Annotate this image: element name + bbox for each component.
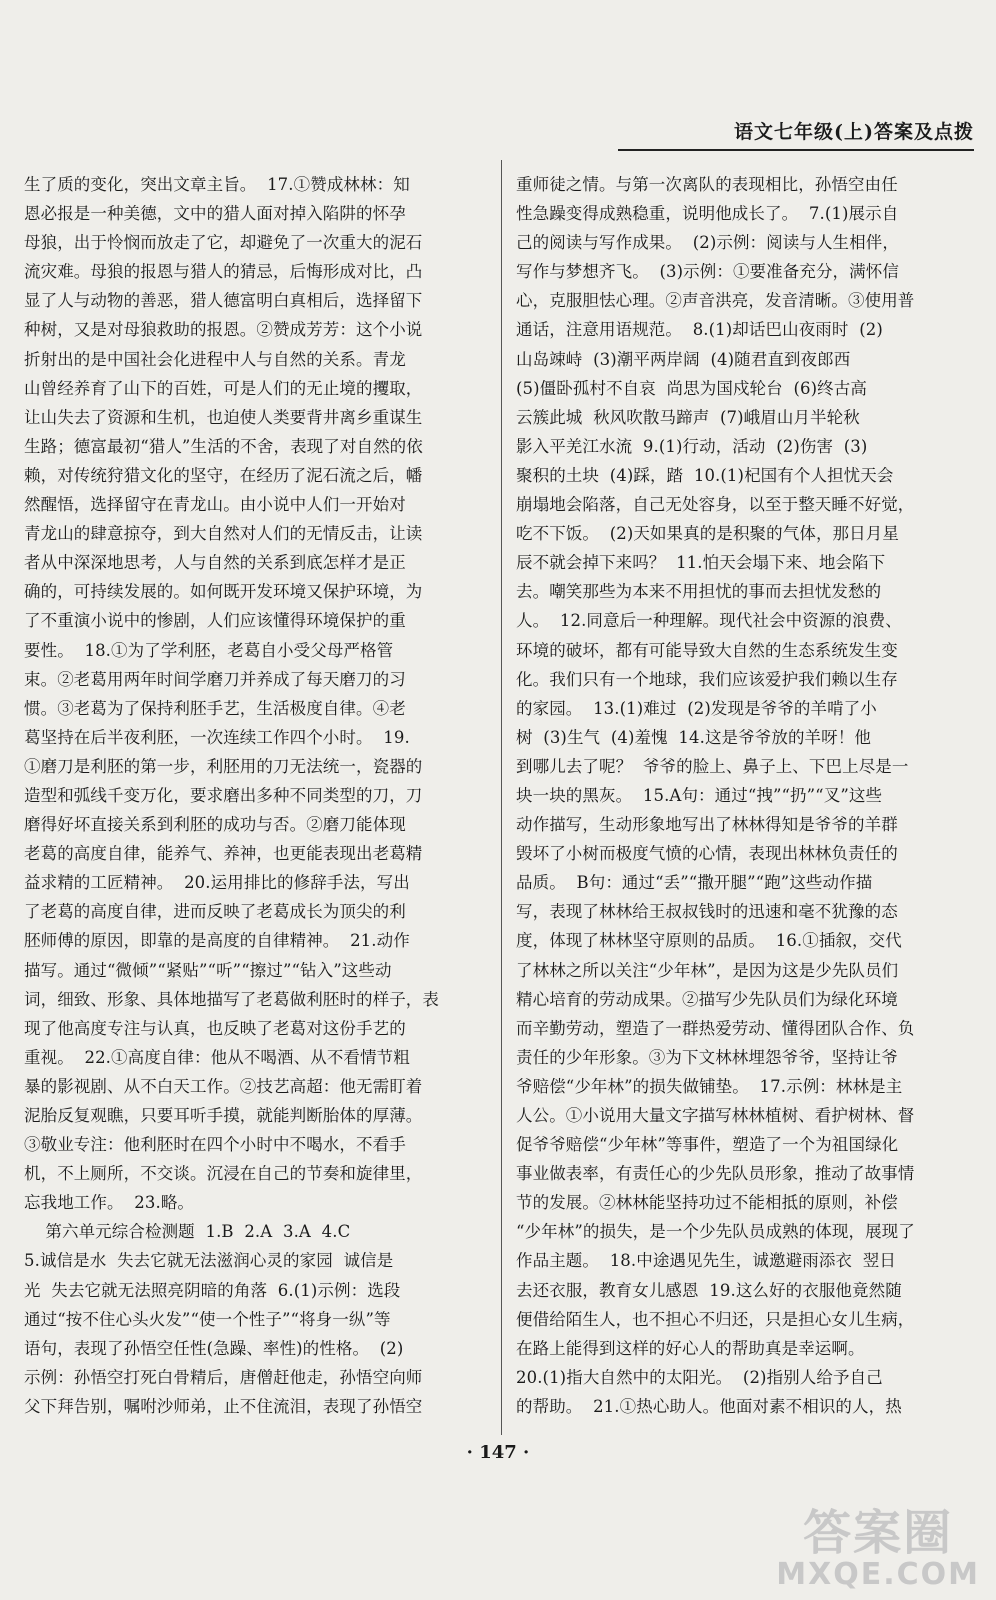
- text-line: 聚积的土块 (4)踩，踏 10.(1)杞国有个人担忧天会: [516, 465, 894, 485]
- text-line: 通过“按不住心头火发”“使一个性子”“将身一纵”等: [24, 1309, 391, 1329]
- text-line: 束。②老葛用两年时间学磨刀并养成了每天磨刀的习: [24, 669, 406, 689]
- text-line: 崩塌地会陷落，自己无处容身，以至于整天睡不好觉，: [516, 495, 915, 515]
- text-line: 机，不上厕所，不交谈。沉浸在自己的节奏和旋律里，: [24, 1164, 423, 1184]
- watermark-logo: [776, 1505, 980, 1592]
- text-line: 老葛的高度自律，能养气、养神，也更能表现出老葛精: [24, 844, 423, 864]
- text-line: (5)僵卧孤村不自哀 尚思为国戍轮台 (6)终古高: [516, 378, 867, 398]
- text-line: 化。我们只有一个地球，我们应该爱护我们赖以生存: [516, 669, 898, 689]
- text-line: 益求精的工匠精神。 20.运用排比的修辞手法，写出: [24, 873, 410, 893]
- text-line: 确的，可持续发展的。如何既开发环境又保护环境，为: [24, 582, 423, 602]
- text-line: 者从中深深地思考，人与自然的关系到底怎样才是正: [24, 553, 406, 573]
- text-line: 的家园。 13.(1)难过 (2)发现是爷爷的羊啃了小: [516, 698, 877, 718]
- text-line: 便借给陌生人，也不担心不归还，只是担心女儿生病，: [516, 1309, 915, 1329]
- text-line: 在路上能得到这样的好心人的帮助真是幸运啊。: [516, 1338, 865, 1358]
- text-line: 青龙山的肆意掠夺，到大自然对人们的无情反击，让读: [24, 524, 423, 544]
- text-line: 词，细致、形象、具体地描写了老葛做利胚时的样子，表: [24, 989, 439, 1009]
- text-line: 性急躁变得成熟稳重，说明他成长了。 7.(1)展示自: [516, 204, 899, 224]
- text-line: 示例：孙悟空打死白骨精后，唐僧赶他走，孙悟空向师: [24, 1367, 423, 1387]
- text-line: 泥胎反复观瞧，只要耳听手摸，就能判断胎体的厚薄。: [24, 1106, 423, 1125]
- text-line: 去还衣服，教育女儿感恩 19.这么好的衣服他竟然随: [516, 1280, 902, 1300]
- text-line: 度，体现了林林坚守原则的品质。 16.①插叙，交代: [516, 931, 902, 951]
- text-line: 毁坏了小树而极度气愤的心情，表现出林林负责任的: [516, 844, 898, 864]
- text-line: 忘我地工作。 23.略。: [24, 1193, 195, 1213]
- text-line: 描写。通过“微倾”“紧贴”“听”“擦过”“钻入”这些动: [24, 960, 392, 980]
- text-line: ③敬业专注：他利胚时在四个小时中不喝水，不看手: [24, 1135, 406, 1155]
- text-line: 块一块的黑灰。 15.A句：通过“拽”“扔”“叉”这些: [516, 785, 883, 805]
- text-line: 胚师傅的原因，即靠的是高度的自律精神。 21.动作: [24, 931, 410, 951]
- text-line: 重师徒之情。与第一次离队的表现相比，孙悟空由任: [516, 175, 898, 194]
- text-line: 恩必报是一种美德，文中的猎人面对掉入陷阱的怀孕: [24, 204, 406, 224]
- watermark-main-text: 答案圈: [803, 1505, 954, 1562]
- text-line: 造型和弧线千变万化，要求磨出多种不同类型的刀，刀: [24, 785, 423, 805]
- text-line: 赖，对传统狩猎文化的坚守，在经历了泥石流之后，幡: [24, 465, 423, 485]
- text-line: 云簇此城 秋风吹散马蹄声 (7)峨眉山月半轮秋: [516, 407, 860, 427]
- column-divider: [501, 160, 502, 1435]
- text-line: 重视。 22.①高度自律：他从不喝酒、从不看情节粗: [24, 1047, 410, 1067]
- text-line: 心，克服胆怯心理。②声音洪亮，发音清晰。③使用普: [516, 291, 915, 311]
- text-line: 流灾难。母狼的报恩与猎人的猜忌，后悔形成对比，凸: [24, 262, 423, 282]
- page-number: · 147 ·: [466, 1442, 530, 1463]
- text-line: 节的发展。②林林能坚持功过不能相抵的原则，补偿: [516, 1193, 898, 1213]
- text-line: 显了人与动物的善恶，猎人德富明白真相后，选择留下: [24, 291, 423, 311]
- text-line: 折射出的是中国社会化进程中人与自然的关系。青龙: [24, 349, 406, 369]
- text-line: 语句，表现了孙悟空任性(急躁、率性)的性格。 (2): [24, 1338, 404, 1358]
- text-line: 然醒悟，选择留守在青龙山。由小说中人们一开始对: [24, 495, 406, 515]
- text-line: 惯。③老葛为了保持利胚手艺，生活极度自律。④老: [24, 698, 406, 718]
- text-line: 5.诚信是水 失去它就无法滋润心灵的家园 诚信是: [24, 1251, 394, 1271]
- text-line: 山岛竦峙 (3)潮平两岸阔 (4)随君直到夜郎西: [516, 349, 851, 369]
- text-line: 到哪儿去了呢？ 爷爷的脸上、鼻子上、下巴上尽是一: [516, 756, 909, 776]
- text-line: 动作描写，生动形象地写出了林林得知是爷爷的羊群: [516, 815, 898, 835]
- text-line: 光 失去它就无法照亮阴暗的角落 6.(1)示例：选段: [24, 1280, 401, 1300]
- text-line: “少年林”的损失，是一个少先队员成熟的体现，展现了: [516, 1222, 915, 1242]
- text-line: 环境的破坏，都有可能导致大自然的生态系统发生变: [516, 640, 898, 660]
- text-line: 人。 12.同意后一种理解。现代社会中资源的浪费、: [516, 611, 902, 631]
- watermark-sub-text: MXQE.COM: [776, 1556, 980, 1592]
- text-line: 人公。①小说用大量文字描写林林植树、看护树林、督: [516, 1106, 915, 1125]
- left-text-column: [24, 170, 490, 1421]
- text-line: 第六单元综合检测题 1.B 2.A 3.A 4.C: [24, 1222, 351, 1242]
- text-line: 磨得好坏直接关系到利胚的成功与否。②磨刀能体现: [24, 815, 406, 835]
- text-line: 作品主题。 18.中途遇见先生，诚邀避雨添衣 翌日: [516, 1251, 896, 1271]
- text-line: 辰不就会掉下来吗？ 11.怕天会塌下来、地会陷下: [516, 553, 886, 573]
- text-line: 己的阅读与写作成果。 (2)示例：阅读与人生相伴，: [516, 233, 899, 253]
- text-line: 种树，又是对母狼救助的报恩。②赞成芳芳：这个小说: [24, 320, 423, 340]
- text-line: 山曾经养育了山下的百姓，可是人们的无止境的攫取，: [24, 378, 423, 398]
- text-line: 促爷爷赔偿“少年林”等事件，塑造了一个为祖国绿化: [516, 1135, 899, 1155]
- text-line: 父下拜告别，嘱咐沙师弟，止不住流泪，表现了孙悟空: [24, 1396, 423, 1416]
- text-line: 精心培育的劳动成果。②描写少先队员们为绿化环境: [516, 989, 898, 1009]
- text-line: 了林林之所以关注“少年林”，是因为这是少先队员们: [516, 960, 899, 980]
- text-line: 影入平羌江水流 9.(1)行动，活动 (2)伤害 (3): [516, 436, 868, 456]
- text-line: 写作与梦想齐飞。 (3)示例：①要准备充分，满怀信: [516, 262, 899, 282]
- text-line: 树 (3)生气 (4)羞愧 14.这是爷爷放的羊呀！他: [516, 727, 871, 747]
- text-line: 母狼，出于怜悯而放走了它，却避免了一次重大的泥石: [24, 233, 423, 253]
- text-line: 品质。 B句：通过“丢”“撒开腿”“跑”这些动作描: [516, 873, 873, 893]
- text-line: 写，表现了林林给王叔叔钱时的迅速和毫不犹豫的态: [516, 902, 898, 922]
- page-header-title: 语文七年级(上)答案及点拨: [618, 117, 974, 151]
- text-line: 葛坚持在后半夜利胚，一次连续工作四个小时。 19.: [24, 727, 410, 747]
- text-line: 爷赔偿“少年林”的损失做铺垫。 17.示例：林林是主: [516, 1076, 903, 1096]
- text-line: 通话，注意用语规范。 8.(1)却话巴山夜雨时 (2): [516, 320, 883, 340]
- text-line: 20.(1)指大自然中的太阳光。 (2)指别人给予自己: [516, 1367, 883, 1387]
- text-line: 生了质的变化，突出文章主旨。 17.①赞成林林：知: [24, 175, 410, 194]
- text-line: 了不重演小说中的惨剧，人们应该懂得环境保护的重: [24, 611, 406, 631]
- text-line: 去。嘲笑那些为本来不用担忧的事而去担忧发愁的: [516, 582, 882, 602]
- text-line: 而辛勤劳动，塑造了一群热爱劳动、懂得团队合作、负: [516, 1018, 915, 1038]
- text-line: 暴的影视剧、从不白天工作。②技艺高超：他无需盯着: [24, 1076, 423, 1096]
- text-line: 现了他高度专注与认真，也反映了老葛对这份手艺的: [24, 1018, 406, 1038]
- text-line: 责任的少年形象。③为下文林林埋怨爷爷，坚持让爷: [516, 1047, 898, 1067]
- text-line: 了老葛的高度自律，进而反映了老葛成长为顶尖的利: [24, 902, 406, 922]
- text-line: 的帮助。 21.①热心助人。他面对素不相识的人，热: [516, 1396, 902, 1416]
- text-line: 吃不下饭。 (2)天如果真的是积聚的气体，那日月星: [516, 524, 899, 544]
- text-line: ①磨刀是利胚的第一步，利胚用的刀无法统一，瓷器的: [24, 756, 423, 776]
- text-line: 生路；德富最初“猎人”生活的不舍，表现了对自然的依: [24, 436, 423, 456]
- right-text-column: [516, 170, 976, 1421]
- text-line: 要性。 18.①为了学利胚，老葛自小受父母严格管: [24, 640, 394, 660]
- text-line: 让山失去了资源和生机，也迫使人类要背井离乡重谋生: [24, 407, 423, 427]
- text-line: 事业做表率，有责任心的少先队员形象，推动了故事情: [516, 1164, 915, 1184]
